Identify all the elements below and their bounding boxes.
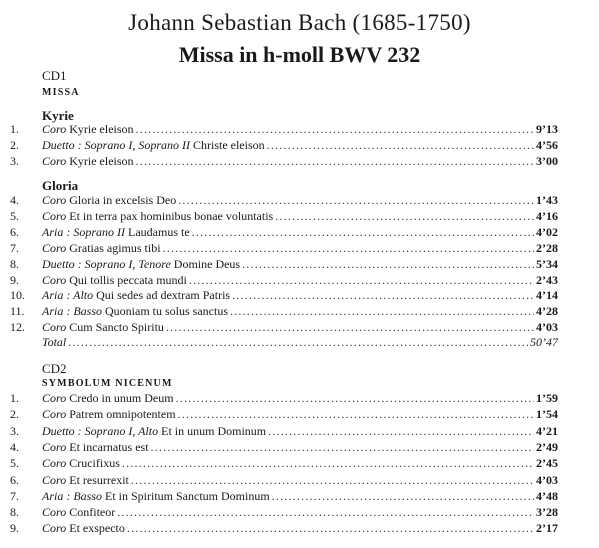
track-performers: Duetto : Soprano I, Soprano II [42,138,190,152]
track-duration: 1’43 [536,193,558,207]
track-number: 4. [10,439,19,454]
track-text: Patrem omnipotentem [69,407,176,422]
track-number: 2. [10,407,19,422]
track-number: 1. [10,122,19,136]
track-performers: Coro [42,439,67,454]
track-line [42,455,558,471]
track-performers: Coro [42,391,67,405]
track-duration: 5’34 [536,256,558,271]
dot-leader [189,272,534,288]
track-performers: Aria : Soprano II [42,224,125,239]
track-title [42,406,176,422]
track-title [42,303,228,319]
track-duration: 1’59 [536,391,558,405]
track-row [0,472,599,488]
track-performers: Coro [42,122,67,136]
track-number: 7. [10,488,19,503]
track-performers: Coro [42,505,67,520]
track-number: 10. [10,288,25,303]
track-text: Kyrie eleison [69,122,134,136]
track-row [0,303,599,319]
track-line [42,224,558,240]
track-text: Et in terra pax hominibus bonae voluntatis [69,208,274,223]
track-row [0,208,599,224]
track-row [0,455,599,471]
track-performers: Aria : Alto [42,288,94,303]
track-line [42,439,558,455]
dot-leader [178,192,534,208]
total-label: Total [42,335,67,349]
track-text: Gloria in excelsis Deo [69,193,177,207]
dot-leader [151,439,534,455]
track-number: 11. [10,304,25,319]
dot-leader [122,455,534,471]
track-line [42,256,558,272]
track-text: Gratias agimus tibi [69,240,161,255]
track-duration: 4’03 [536,472,558,487]
dot-leader [232,287,534,303]
track-title [42,455,120,471]
track-performers: Aria : Basso [42,304,102,319]
track-number: 3. [10,423,19,438]
track-title [42,520,125,536]
track-duration: 2’28 [536,240,558,255]
track-text: Credo in unum Deum [69,391,174,405]
track-text: Confiteor [69,505,116,520]
track-line [42,520,558,536]
track-performers: Coro [42,521,67,536]
track-duration: 4’14 [536,288,558,303]
track-text: Qui sedes ad dextram Patris [96,288,231,303]
track-number: 9. [10,521,19,536]
track-text: Christe eleison [192,138,265,152]
composer-heading: Johann Sebastian Bach (1685-1750) [128,10,471,35]
dot-leader [275,208,534,224]
track-performers: Coro [42,272,67,287]
track-title [42,287,230,303]
dot-leader [136,121,534,137]
track-line [42,504,558,520]
track-text: Laudamus te [128,224,190,239]
dot-leader [242,256,534,272]
track-line [42,390,558,406]
dot-leader [176,390,534,406]
track-title [42,390,174,406]
track-row [0,406,599,422]
track-title [42,240,161,256]
track-line [42,319,558,335]
track-row [0,272,599,288]
track-duration: 4’56 [536,138,558,152]
track-row [0,121,599,137]
dot-leader [166,319,534,335]
track-number: 2. [10,138,19,152]
total-line [42,334,558,350]
track-line [42,406,558,422]
track-text: Et resurrexit [69,472,129,487]
track-performers: Coro [42,240,67,255]
track-line [42,488,558,504]
track-number: 1. [10,391,19,405]
track-text: Et in unum Dominum [161,423,267,438]
track-duration: 4’21 [536,423,558,438]
track-performers: Coro [42,154,67,168]
track-row [0,439,599,455]
track-title [42,121,134,137]
track-performers: Aria : Basso [42,488,102,503]
track-number: 4. [10,193,19,207]
track-duration: 2’49 [536,439,558,454]
track-text: Et exspecto [69,521,125,536]
track-row [0,520,599,536]
track-title [42,137,265,153]
track-duration: 4’16 [536,208,558,223]
dot-leader [136,153,534,169]
track-row [0,488,599,504]
track-line [42,121,558,137]
track-line [42,272,558,288]
track-duration: 4’03 [536,320,558,335]
track-performers: Coro [42,320,67,335]
track-number: 6. [10,472,19,487]
track-duration: 2’43 [536,272,558,287]
track-title [42,472,129,488]
track-title [42,504,115,520]
track-text: Kyrie eleison [69,154,134,168]
track-text: Qui tollis peccata mundi [69,272,187,287]
track-title [42,319,164,335]
cd2-section-title: SYMBOLUM NICENUM [42,378,173,389]
track-line [42,192,558,208]
track-line [42,287,558,303]
track-text: Domine Deus [173,256,241,271]
track-row [0,287,599,303]
dot-leader [230,303,534,319]
track-number: 7. [10,240,19,255]
track-duration: 4’48 [536,488,558,503]
track-duration: 4’02 [536,224,558,239]
track-title [42,192,176,208]
track-row [0,504,599,520]
track-line [42,240,558,256]
track-row [0,153,599,169]
work-title: Missa in h-moll BWV 232 [178,42,421,67]
dot-leader [127,520,534,536]
track-line [42,303,558,319]
track-row [0,319,599,335]
track-text: Crucifixus [69,456,120,471]
track-title [42,488,270,504]
track-row [0,240,599,256]
track-row [0,390,599,406]
dot-leader [268,423,534,439]
track-row [0,423,599,439]
track-duration: 2’17 [536,521,558,536]
cd1-label: CD1 [42,68,67,83]
dot-leader [272,488,534,504]
track-performers: Duetto : Soprano I, Alto [42,423,159,438]
dot-leader [117,504,534,520]
track-number: 12. [10,320,25,335]
dot-leader [178,406,534,422]
track-title [42,153,134,169]
track-number: 5. [10,208,19,223]
track-line [42,423,558,439]
track-row [0,256,599,272]
track-duration: 4’28 [536,304,558,319]
track-number: 5. [10,456,19,471]
track-performers: Duetto : Soprano I, Tenore [42,256,171,271]
dot-leader [163,240,534,256]
track-text: Et in Spiritum Sanctum Dominum [105,488,270,503]
dot-leader [131,472,534,488]
track-title [42,423,266,439]
track-performers: Coro [42,193,67,207]
track-title [42,256,240,272]
track-duration: 1’54 [536,407,558,422]
cd2-label: CD2 [42,361,67,376]
track-line [42,472,558,488]
track-text: Quoniam tu solus sanctus [105,304,228,319]
track-row [0,192,599,208]
track-performers: Coro [42,456,67,471]
track-line [42,208,558,224]
track-row [0,224,599,240]
total-duration: 50’47 [530,335,558,349]
track-title [42,224,190,240]
track-title [42,272,187,288]
track-performers: Coro [42,407,67,422]
track-duration: 3’28 [536,505,558,520]
track-title [42,439,149,455]
track-number: 9. [10,272,19,287]
dot-leader [192,224,534,240]
track-performers: Coro [42,208,67,223]
group-title-gloria: Gloria [42,178,79,193]
track-number: 6. [10,224,19,239]
track-number: 8. [10,256,19,271]
track-duration: 9’13 [536,122,558,136]
dot-leader [267,137,534,153]
track-title [42,208,273,224]
group-title-kyrie: Kyrie [42,108,74,123]
cd1-section-title: MISSA [42,87,80,98]
track-row [0,137,599,153]
track-number: 3. [10,154,19,168]
track-line [42,153,558,169]
track-duration: 3’00 [536,154,558,168]
track-performers: Coro [42,472,67,487]
track-number: 8. [10,505,19,520]
track-text: Cum Sancto Spiritu [69,320,164,335]
dot-leader [68,334,528,350]
track-text: Et incarnatus est [69,439,149,454]
track-duration: 2’45 [536,456,558,471]
total-row [0,334,599,350]
track-line [42,137,558,153]
